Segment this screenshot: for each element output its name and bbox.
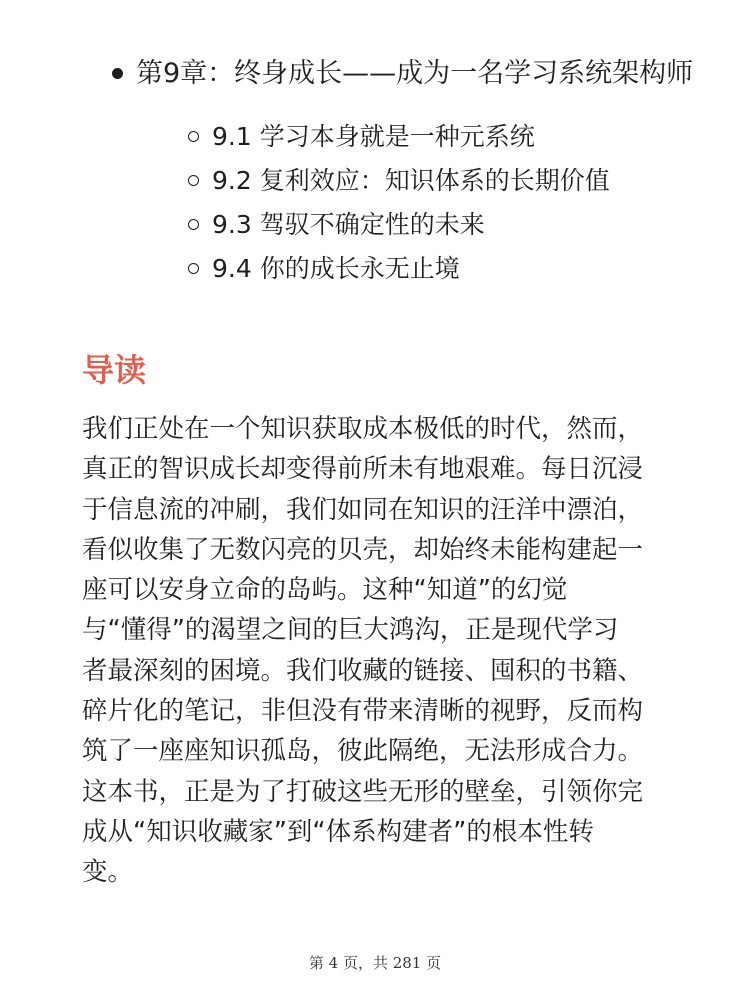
hollow-bullet-icon: [188, 263, 199, 274]
paragraph-line: 与“懂得”的渴望之间的巨大鸿沟，正是现代学习: [82, 615, 619, 646]
toc-section-label: 9.1 学习本身就是一种元系统: [212, 122, 535, 151]
paragraph-line: 成从“知识收藏家”到“体系构建者”的根本性转: [82, 816, 594, 847]
paragraph-line: 于信息流的冲刷，我们如同在知识的汪洋中漂泊，: [82, 494, 644, 525]
toc-section-item[interactable]: [136, 247, 702, 291]
paragraph-line: 筑了一座座知识孤岛，彼此隔绝，无法形成合力。: [82, 736, 644, 767]
body-paragraph: [82, 409, 682, 893]
table-of-contents: [112, 52, 702, 291]
toc-section-item[interactable]: [136, 159, 702, 203]
toc-section-list: [136, 115, 702, 291]
paragraph-line: 座可以安身立命的岛屿。这种“知道”的幻觉: [82, 575, 568, 606]
paragraph-line: 这本书，正是为了打破这些无形的壁垒，引领你完: [82, 776, 644, 807]
toc-chapter-item[interactable]: [112, 52, 702, 291]
hollow-bullet-icon: [188, 219, 199, 230]
toc-section-item[interactable]: [136, 203, 702, 247]
paragraph-line: 我们正处在一个知识获取成本极低的时代，然而，: [82, 414, 644, 444]
toc-section-label: 9.4 你的成长永无止境: [212, 254, 460, 283]
paragraph-line: 看似收集了无数闪亮的贝壳，却始终未能构建起一: [82, 534, 644, 565]
paragraph-line: 变。: [82, 857, 134, 888]
bullet-icon: [112, 68, 123, 79]
hollow-bullet-icon: [188, 175, 199, 186]
page-number-footer: 第 4 页，共 281 页: [308, 954, 442, 972]
hollow-bullet-icon: [188, 131, 199, 142]
toc-chapter-label: 第9章：终身成长——成为一名学习系统架构师: [136, 58, 694, 89]
paragraph-line: 碎片化的笔记，非但没有带来清晰的视野，反而构: [82, 696, 644, 727]
paragraph-line: 者最深刻的困境。我们收藏的链接、囤积的书籍、: [82, 655, 644, 686]
toc-section-item[interactable]: [136, 115, 702, 159]
toc-section-label: 9.2 复利效应：知识体系的长期价值: [212, 166, 610, 195]
section-title: 导读: [82, 351, 147, 389]
paragraph-line: 真正的智识成长却变得前所未有地艰难。每日沉浸: [82, 454, 644, 485]
toc-section-label: 9.3 驾驭不确定性的未来: [212, 210, 485, 239]
